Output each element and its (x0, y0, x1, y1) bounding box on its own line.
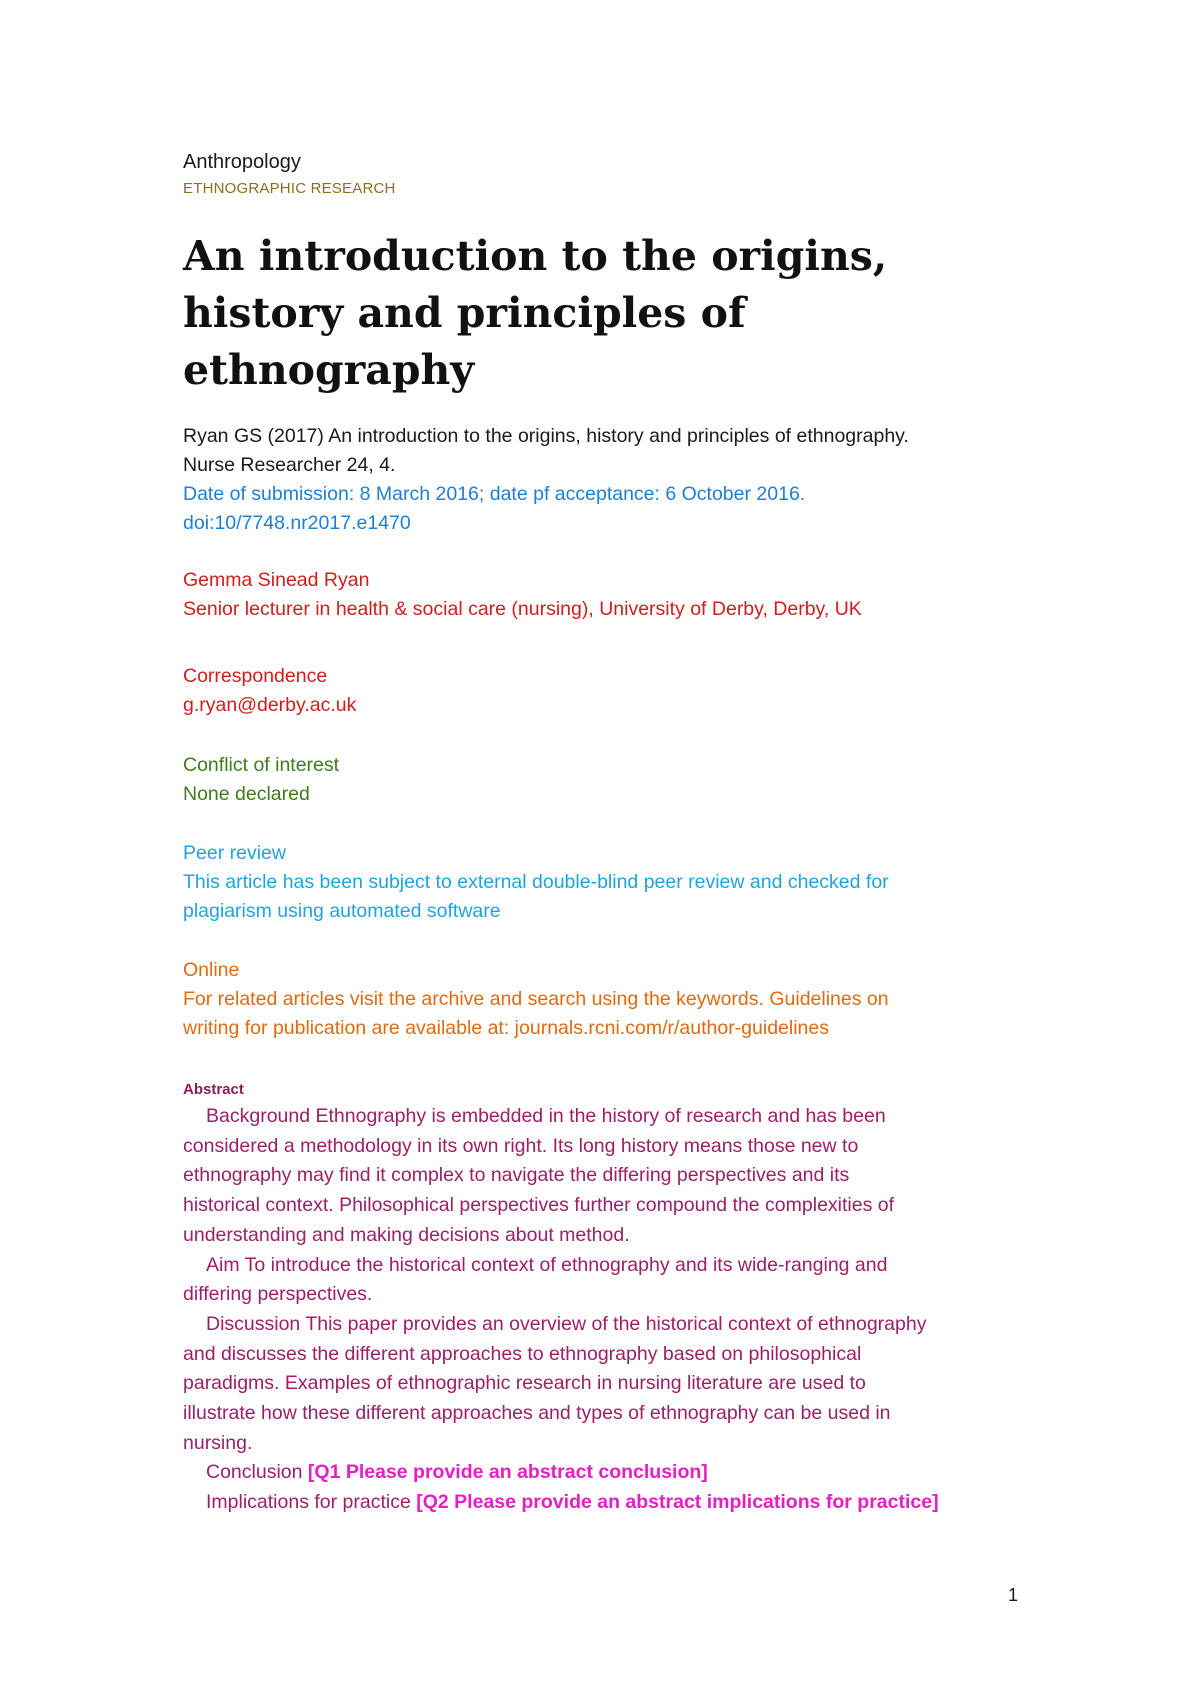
abstract-line: and discusses the different approaches to ethnography based on philosophical (183, 1342, 862, 1365)
abstract-conclusion-line (183, 1458, 939, 1488)
conclusion-label: Conclusion (206, 1461, 303, 1484)
subject-label: Anthropology (183, 151, 301, 173)
abstract-line: historical context. Philosophical perspectives further compound the complexities of (183, 1194, 895, 1217)
correspondence-label: Correspondence (183, 665, 328, 687)
author-block (183, 566, 862, 624)
article-title (183, 228, 887, 399)
conflict-value: None declared (183, 783, 310, 805)
abstract-heading: Abstract (183, 1081, 244, 1098)
online-text: writing for publication are available at: journals.rcni.com/r/author-guidelines (183, 1017, 829, 1039)
abstract-line: illustrate how these different approaches and types of ethnography can be used in (183, 1402, 891, 1425)
peer-review-text: This article has been subject to external double-blind peer review and checked for (183, 871, 889, 893)
peer-review-block (183, 839, 889, 926)
abstract-line: Discussion This paper provides an overview of the historical context of ethnography (206, 1312, 927, 1335)
doi: doi:10/7748.nr2017.e1470 (183, 512, 411, 534)
online-label: Online (183, 959, 240, 981)
abstract-line: nursing. (183, 1431, 253, 1454)
abstract-line: differing perspectives. (183, 1283, 373, 1306)
conflict-label: Conflict of interest (183, 754, 340, 776)
abstract-line: Background Ethnography is embedded in the history of research and has been (206, 1105, 886, 1127)
submission-dates: Date of submission: 8 March 2016; date pf acceptance: 6 October 2016. (183, 483, 806, 505)
document-page (183, 0, 1083, 1698)
abstract-line: Aim To introduce the historical context of ethnography and its wide-ranging and (206, 1253, 888, 1276)
section-tag: ETHNOGRAPHIC RESEARCH (183, 180, 396, 197)
correspondence-email[interactable]: g.ryan@derby.ac.uk (183, 694, 357, 716)
peer-review-text: plagiarism using automated software (183, 900, 501, 922)
title-line: ethnography (183, 346, 475, 394)
abstract-line: paradigms. Examples of ethnographic research in nursing literature are used to (183, 1372, 866, 1395)
abstract-line: considered a methodology in its own right. Its long history means those new to (183, 1134, 859, 1157)
abstract-implications-line (183, 1488, 939, 1518)
title-line: history and principles of (183, 289, 746, 337)
query-q1: [Q1 Please provide an abstract conclusion] (307, 1461, 708, 1484)
page-number: 1 (1008, 1585, 1019, 1605)
peer-review-label: Peer review (183, 842, 286, 864)
conflict-block (183, 751, 339, 809)
abstract-line: understanding and making decisions about method. (183, 1223, 630, 1246)
abstract-line: ethnography may find it complex to navigate the differing perspectives and its (183, 1164, 850, 1187)
citation-block (183, 422, 909, 538)
title-line: An introduction to the origins, (183, 232, 888, 280)
citation-journal: Nurse Researcher 24, 4. (183, 454, 396, 476)
author-name: Gemma Sinead Ryan (183, 569, 370, 591)
query-q2: [Q2 Please provide an abstract implications for practice] (416, 1491, 939, 1514)
author-affiliation: Senior lecturer in health & social care (nursing), University of Derby, Derby, UK (183, 598, 862, 620)
online-text: For related articles visit the archive and search using the keywords. Guidelines on (183, 988, 889, 1010)
implications-label: Implications for practice (206, 1491, 411, 1514)
abstract-body (183, 1102, 939, 1518)
citation-reference: Ryan GS (2017) An introduction to the origins, history and principles of ethnography. (183, 425, 909, 447)
online-block (183, 956, 889, 1043)
correspondence-block (183, 662, 356, 720)
